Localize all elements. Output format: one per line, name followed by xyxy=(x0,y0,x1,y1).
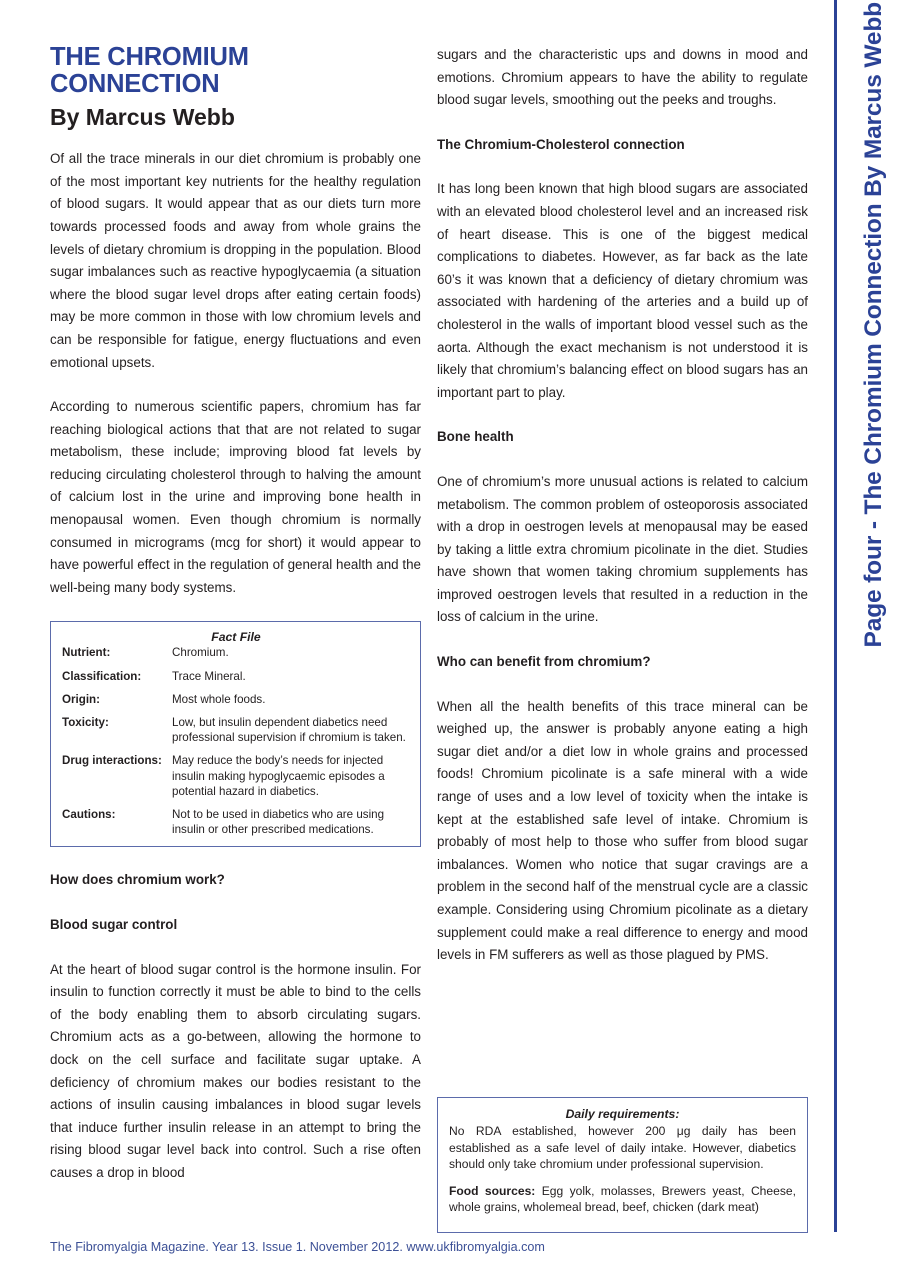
fact-file-label: Cautions: xyxy=(62,808,116,822)
right-paragraph-3: One of chromium’s more unusual actions is related to calcium metabolism. The common problem of osteoporosis associated with a drop in oestrogen levels at menopausal may be eased by taking a little extra chromium picolinate in the diet. Studies have shown that women taking chromium supplements has improved oestrogen levels that resulted in a reduction in the loss of calcium in the urine. xyxy=(437,473,808,625)
page-title: THE CHROMIUM CONNECTION xyxy=(50,43,249,98)
fact-file-row xyxy=(62,645,410,660)
left-paragraph-3: At the heart of blood sugar control is the hormone insulin. For insulin to function correctly it must be able to bind to the cells of the body enabling them to absorb circulating sugars. Chromium acts as a go-between, allowing the hormone to dock on the cell surface and facilitate sugar uptake. A deficiency of chromium makes our bodies resistant to the actions of insulin causing imbalances in blood sugar levels that induce further insulin release in an attempt to bring the rising blood sugar level back into control. Such a rise often causes a drop in blood xyxy=(50,961,421,1181)
fact-file-value: Most whole foods. xyxy=(172,692,266,706)
food-sources-label: Food sources: xyxy=(449,1183,536,1198)
left-column xyxy=(50,44,421,1185)
fact-file-label: Classification: xyxy=(62,669,142,683)
fact-file-label: Toxicity: xyxy=(62,716,109,730)
right-column xyxy=(437,44,808,967)
left-heading-how-does-chromium-work: How does chromium work? xyxy=(50,872,225,888)
article-byline: By Marcus Webb xyxy=(50,104,235,131)
right-paragraph-1: sugars and the characteristic ups and downs in mood and emotions. Chromium appears to have the ability to regulate blood sugar levels, smoothing out the peeks and troughs. xyxy=(437,47,808,108)
vertical-divider-rule xyxy=(834,0,837,1232)
right-paragraph-2: It has long been known that high blood sugars are associated with an elevated blood cholesterol level and an increased risk of heart disease. This is one of the biggest medical complications to diabetes. However, as far back as the late 60’s it was known that a deficiency of dietary chromium was associated with hardening of the arteries and a build up of cholesterol in the walls of important blood vessel such as the aorta. Although the exact mechanism is not understood it is likely that chromium’s balancing effect on blood sugars has an important part to play. xyxy=(437,181,808,400)
right-heading-who-can-benefit: Who can benefit from chromium? xyxy=(437,654,651,670)
fact-file-value: Chromium. xyxy=(172,646,229,660)
food-sources-value: Egg yolk, molasses, Brewers yeast, Cheese, whole grains, wholemeal bread, beef, chicken (dark meat) xyxy=(449,1183,796,1215)
running-head-text: Page four - The Chromium Connection By Marcus Webb xyxy=(860,2,887,648)
right-paragraph-4: When all the health benefits of this trace mineral can be weighed up, the answer is probably anyone eating a high sugar diet and/or a diet low in whole grains and processed foods! Chromium picolinate is a safe mineral with a wide range of uses and a low level of toxicity when the intake is kept at the established safe level of intake. Chromium is probably of most help to those who suffer from blood sugar imbalances. Women who notice that sugar cravings are a problem in the second half of the menstrual cycle are a classic example. Considering using Chromium picolinate as a dietary supplement could make a real difference to energy and mood levels in FM sufferers as well as those plagued by PMS. xyxy=(437,698,808,963)
fact-file-label: Nutrient: xyxy=(62,646,111,660)
daily-requirements-title: Daily requirements: xyxy=(565,1107,680,1121)
fact-file-row xyxy=(62,807,410,837)
food-sources-line xyxy=(449,1183,796,1216)
left-paragraph-2: According to numerous scientific papers, chromium has far reaching biological actions that that are not related to sugar metabolism, these include; improving blood fat levels by reducing circulating cholesterol through to halving the amount of calcium lost in the urine and improving bone health in menopausal women. Even though chromium is normally consumed in micrograms (mcg for short) it would appear to have powerful effect in the regulation of general health and the well-being many body systems. xyxy=(50,399,421,595)
fact-file-row xyxy=(62,715,410,745)
fact-file-box xyxy=(50,621,421,847)
fact-file-label: Origin: xyxy=(62,692,100,706)
fact-file-row xyxy=(62,692,410,707)
left-heading-blood-sugar-control: Blood sugar control xyxy=(50,917,178,933)
fact-file-value: May reduce the body’s needs for injected insulin making hypoglycaemic episodes a potential hazard in diabetics. xyxy=(172,754,385,798)
fact-file-value: Trace Mineral. xyxy=(172,669,246,683)
fact-file-row xyxy=(62,753,410,799)
daily-requirements-body: No RDA established, however 200 μg daily has been established as a safe level of daily intake. However, diabetics should only take chromium under professional supervision. xyxy=(449,1124,796,1172)
daily-requirements-box xyxy=(437,1097,808,1233)
fact-file-value: Not to be used in diabetics who are using insulin or other prescribed medications. xyxy=(172,808,385,837)
page-footer: The Fibromyalgia Magazine. Year 13. Issue 1. November 2012. www.ukfibromyalgia.com xyxy=(50,1240,545,1254)
fact-file-row xyxy=(62,669,410,684)
right-heading-bone-health: Bone health xyxy=(437,429,514,445)
fact-file-title: Fact File xyxy=(211,630,261,645)
left-paragraph-1: Of all the trace minerals in our diet chromium is probably one of the most important key nutrients for the healthy regulation of blood sugars. It would appear that as our diets turn more towards processed foods and away from whole grains the levels of dietary chromium is dropping in the population. Blood sugar imbalances such as reactive hypoglycaemia (a situation where the blood sugar level drops after eating certain foods) may be more common in those with low chromium levels and can be responsible for fatigue, energy fluctuations and even emotional upsets. xyxy=(50,151,421,370)
right-heading-chromium-cholesterol: The Chromium-Cholesterol connection xyxy=(437,136,685,152)
vertical-running-head xyxy=(846,0,902,1232)
fact-file-label: Drug interactions: xyxy=(62,754,162,768)
fact-file-value: Low, but insulin dependent diabetics need professional supervision if chromium is taken. xyxy=(172,716,406,745)
